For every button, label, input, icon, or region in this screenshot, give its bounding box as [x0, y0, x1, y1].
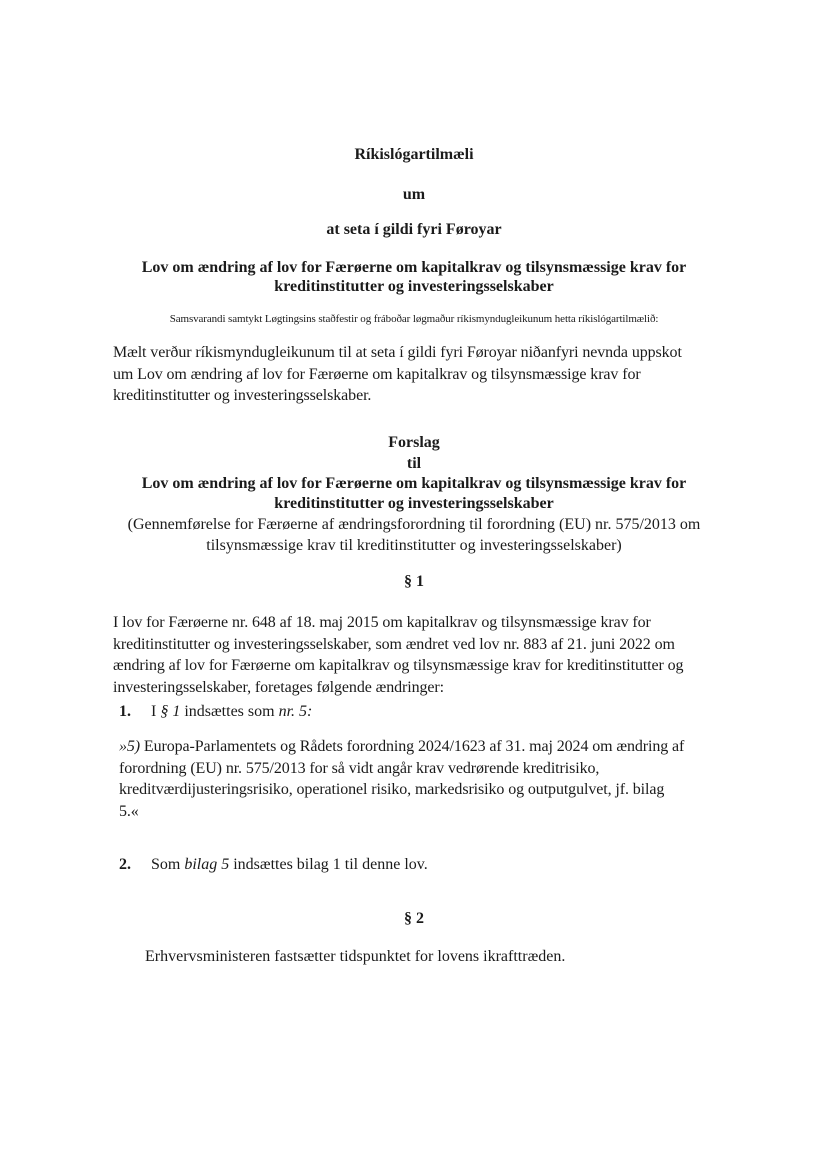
amendment-line-2: forordning (EU) nr. 575/2013 for så vidt angår krav vedrørende kreditrisiko,: [119, 759, 600, 777]
law-title-line-1: Lov om ændring af lov for Færøerne om kapitalkrav og tilsynsmæssige krav for: [141, 259, 687, 276]
proposal-note-line-1: (Gennemførelse for Færøerne af ændringsforordning til forordning (EU) nr. 575/2013 om: [127, 516, 701, 533]
item-2-text-a: Som: [151, 856, 185, 873]
section-1-intro-line-1: I lov for Færøerne nr. 648 af 18. maj 2015 om kapitalkrav og tilsynsmæssige krav for: [113, 614, 651, 631]
section-2-text: Erhvervsministeren fastsætter tidspunktet for lovens ikrafttræden.: [145, 948, 566, 965]
amendment-line-3: kreditværdijusteringsrisiko, operationel risiko, markedsrisiko og outputgulvet, jf. bilag: [119, 781, 665, 798]
item-1-reference: § 1: [160, 703, 181, 720]
item-2-text-b: indsættes bilag 1 til denne lov.: [229, 856, 428, 873]
recommendation-line-1: Mælt verður ríkismyndugleikunum til at seta í gildi fyri Føroyar niðanfyri nevnda uppskot: [113, 344, 682, 361]
section-1-heading: § 1: [404, 573, 424, 590]
document-title: Ríkislógartilmæli: [354, 146, 474, 163]
proposal-heading: [0, 432, 828, 474]
recommendation-paragraph: [113, 342, 733, 407]
item-1-number: 1.: [119, 703, 131, 720]
proposal-note-line-2: tilsynsmæssige krav til kreditinstitutter og investeringsselskaber): [206, 537, 622, 554]
section-1-intro-line-2: kreditinstitutter og investeringsselskaber, som ændret ved lov nr. 883 af 21. juni 2022 om: [113, 635, 675, 653]
preamble: Samsvarandi samtykt Løgtingsins staðfestir og fráboðar løgmaður ríkismyndugleikunum hetta ríkislógartilmælið:: [169, 313, 659, 325]
proposal-forslag: Forslag: [388, 434, 440, 451]
proposal-title-line-1: Lov om ændring af lov for Færøerne om kapitalkrav og tilsynsmæssige krav for: [141, 475, 687, 492]
amendment-line-4: 5.«: [119, 802, 139, 820]
proposal-note: [0, 514, 828, 556]
item-1-nr: nr. 5:: [278, 703, 313, 720]
item-1: [119, 703, 312, 721]
item-1-text-a: I: [151, 703, 161, 720]
proposal-law-title: [0, 474, 828, 514]
amendment-marker: »5): [119, 738, 141, 755]
section-1-intro-line-4: investeringsselskaber, foretages følgende ændringer:: [113, 678, 444, 696]
proposal-til: til: [406, 455, 422, 472]
item-2: [119, 856, 428, 874]
title-um: um: [402, 186, 426, 203]
document-subject: at seta í gildi fyri Føroyar: [326, 221, 502, 238]
recommendation-line-3: kreditinstitutter og investeringsselskaber.: [113, 387, 372, 404]
section-2-heading: § 2: [404, 910, 424, 927]
item-2-number: 2.: [119, 856, 131, 873]
proposal-title-line-2: kreditinstitutter og investeringsselskaber: [274, 495, 554, 512]
recommendation-line-2: um Lov om ændring af lov for Færøerne om kapitalkrav og tilsynsmæssige krav for: [113, 365, 641, 383]
law-title: [0, 258, 828, 296]
law-title-line-2: kreditinstitutter og investeringsselskaber: [274, 278, 554, 295]
section-1-intro-line-3: ændring af lov for Færøerne om kapitalkrav og tilsynsmæssige krav for kreditinstitutter og: [113, 657, 684, 674]
item-2-bilag: bilag 5: [184, 856, 230, 873]
item-1-text-b: indsættes som: [180, 703, 279, 720]
section-1-intro: [113, 612, 733, 698]
amendment-line-1: Europa-Parlamentets og Rådets forordning 2024/1623 af 31. maj 2024 om ændring af: [140, 738, 685, 755]
amendment-text: [119, 736, 754, 822]
